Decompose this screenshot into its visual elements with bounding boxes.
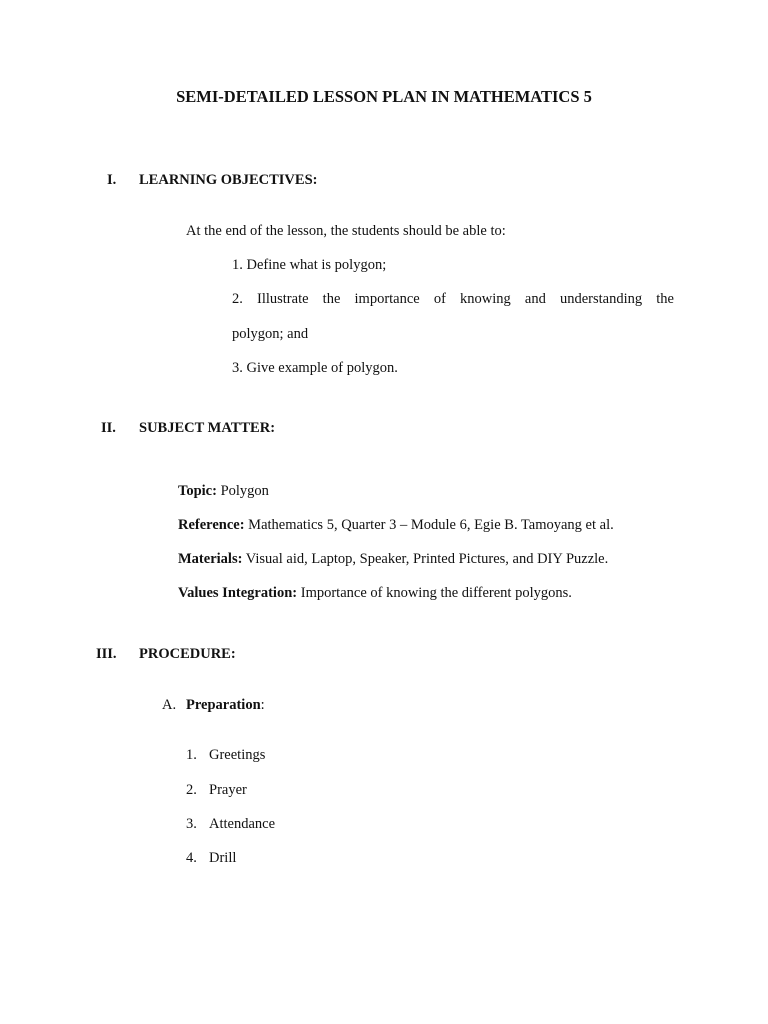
step-number-4: 4. <box>186 850 197 866</box>
step-number-3: 3. <box>186 816 197 832</box>
topic-line <box>178 481 269 501</box>
reference-line <box>178 515 614 535</box>
subsection-colon: : <box>260 697 265 713</box>
step-text-3: Attendance <box>209 816 276 832</box>
materials-value: Visual aid, Laptop, Speaker, Printed Pictures, and DIY Puzzle. <box>242 551 609 567</box>
section-numeral-objectives: I. <box>107 172 117 188</box>
objective-item-1: 1. Define what is polygon; <box>232 257 387 273</box>
subsection-heading-line <box>186 695 265 715</box>
section-heading-procedure: PROCEDURE: <box>139 646 236 662</box>
objective-item-3: 3. Give example of polygon. <box>232 360 398 376</box>
reference-label: Reference: <box>178 517 245 533</box>
section-numeral-subject-matter: II. <box>101 420 116 436</box>
values-integration-label: Values Integration: <box>178 585 298 601</box>
step-text-2: Prayer <box>209 782 247 798</box>
step-text-1: Greetings <box>209 747 266 763</box>
step-number-2: 2. <box>186 782 197 798</box>
topic-value: Polygon <box>216 483 269 499</box>
section-numeral-procedure: III. <box>96 646 117 662</box>
objectives-intro: At the end of the lesson, the students should be able to: <box>186 223 506 239</box>
values-integration-value: Importance of knowing the different polygons. <box>297 585 572 601</box>
values-integration-line <box>178 583 572 603</box>
materials-label: Materials: <box>178 551 243 567</box>
step-text-4: Drill <box>209 850 237 866</box>
objective-item-2-continued: polygon; and <box>232 326 309 342</box>
subsection-heading: Preparation <box>186 697 261 713</box>
section-heading-subject-matter: SUBJECT MATTER: <box>139 420 276 436</box>
materials-line <box>178 549 608 569</box>
page-title: SEMI-DETAILED LESSON PLAN IN MATHEMATICS 5 <box>176 87 592 106</box>
topic-label: Topic: <box>178 483 217 499</box>
step-number-1: 1. <box>186 747 197 763</box>
section-heading-objectives: LEARNING OBJECTIVES: <box>139 172 318 188</box>
objective-item-2: 2. Illustrate the importance of knowing and understanding the <box>232 291 674 307</box>
reference-value: Mathematics 5, Quarter 3 – Module 6, Egie B. Tamoyang et al. <box>244 517 614 533</box>
subsection-letter: A. <box>162 697 177 713</box>
